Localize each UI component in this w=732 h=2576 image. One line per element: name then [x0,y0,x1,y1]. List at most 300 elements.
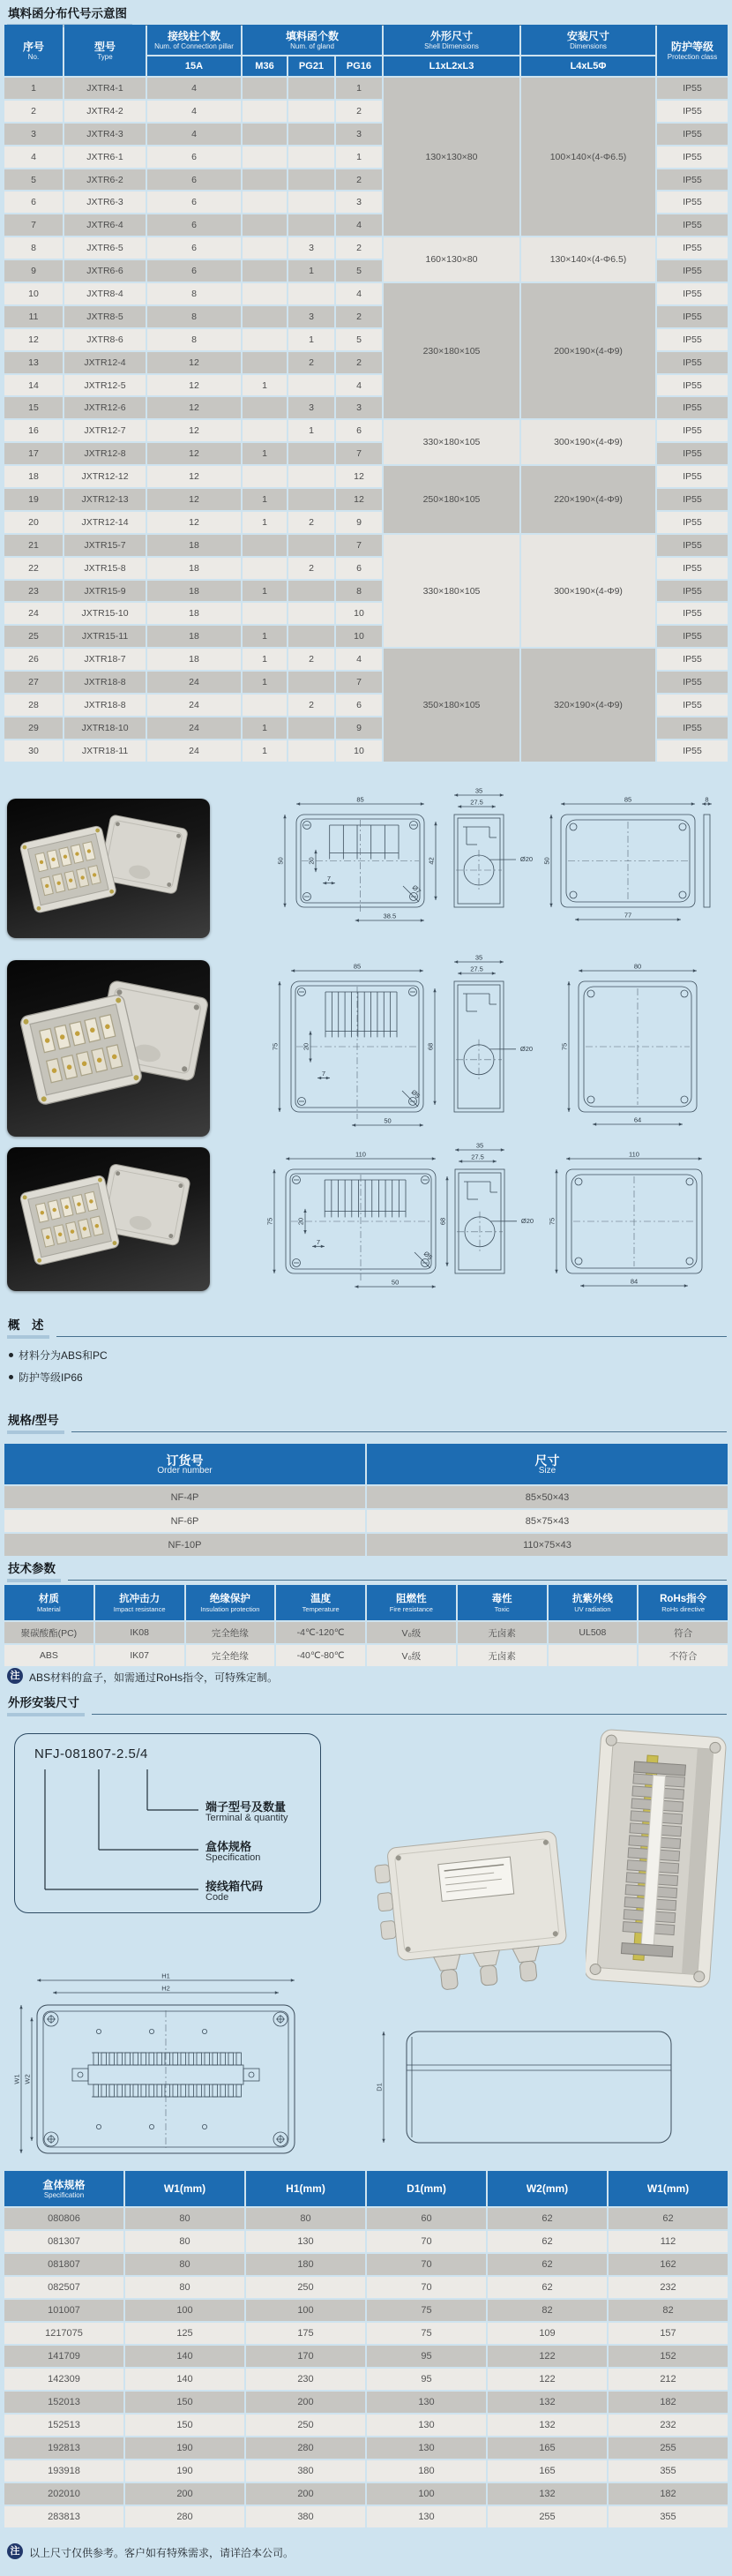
tech-value: V₀级 [367,1622,456,1643]
svg-text:75: 75 [265,1217,274,1226]
tech-value: 完全绝缘 [186,1622,275,1643]
header-type-zh: 型号 [93,40,116,53]
rule [68,1580,727,1581]
size-row [4,2392,728,2413]
open-box-photo [586,1717,728,1998]
protection-class: IP55 [657,237,728,259]
size-row [4,2231,728,2252]
gland-pg16: 7 [336,443,382,464]
svg-text:68: 68 [426,1042,435,1051]
subheader-m36: M36 [243,56,287,76]
bullet-dot-icon [9,1353,13,1357]
dim-value: 100 [246,2300,365,2321]
legend-code-zh: 接线箱代码 [205,1880,264,1893]
row-no: 12 [4,329,63,350]
svg-text:80: 80 [633,962,642,971]
dim-value: 380 [246,2506,365,2527]
order-row [4,1486,728,1508]
svg-text:64: 64 [633,1115,642,1124]
size-row [4,2415,728,2436]
protection-class: IP55 [657,512,728,533]
rule [71,1431,727,1432]
pillar-15a: 18 [147,626,241,647]
protection-class: IP55 [657,78,728,99]
legend-spec-zh: 盒体规格 [205,1840,252,1853]
row-no: 3 [4,124,63,145]
legend-terminal-en: Terminal & quantity [205,1813,288,1823]
pillar-15a: 8 [147,306,241,327]
gland-m36 [243,329,287,350]
gland-pg16: 12 [336,489,382,510]
size-row [4,2437,728,2459]
gland-pg16: 8 [336,581,382,602]
gland-pg21 [288,146,334,168]
model-code: JXTR4-2 [64,101,146,122]
mounting-dimensions: 320×190×(4-Φ9) [521,649,655,761]
dim-value: 180 [246,2254,365,2275]
size-value: 85×50×43 [367,1486,728,1508]
gland-pg21: 3 [288,237,334,259]
pillar-15a: 12 [147,375,241,396]
header-shell-zh: 外形尺寸 [429,29,473,42]
dim-value: 165 [488,2460,607,2482]
gland-pg21: 2 [288,352,334,373]
section-title-gland-layout: 填料函分布代号示意图 [7,4,132,27]
header-prot-zh: 防护等级 [670,40,713,53]
tech-params-table [3,1583,729,1668]
model-code: JXTR12-8 [64,443,146,464]
row-no: 13 [4,352,63,373]
dim-value: 70 [367,2254,486,2275]
gland-m36 [243,192,287,213]
model-code: JXTR15-8 [64,558,146,579]
protection-class: IP55 [657,466,728,487]
gland-pg16: 4 [336,649,382,670]
row-no: 30 [4,740,63,762]
row-no: 20 [4,512,63,533]
tech-value: 不符合 [639,1645,728,1666]
pillar-15a: 8 [147,283,241,304]
section-spec-model [7,1410,727,1434]
dim-value: 182 [609,2392,728,2413]
model-code: JXTR6-2 [64,169,146,191]
header-no-zh: 序号 [22,40,44,53]
subheader-pg21: PG21 [288,56,334,76]
svg-text:W2: W2 [23,2074,32,2084]
dim-value: 170 [246,2346,365,2367]
tech-col-header: 抗冲击力 Impact resistance [95,1585,184,1620]
model-code: JXTR6-4 [64,214,146,236]
gland-pg16: 7 [336,535,382,556]
overview-bullet-protection [9,1370,83,1385]
box-spec-code: 141709 [4,2346,123,2367]
dim-value: 157 [609,2323,728,2344]
pillar-15a: 12 [147,420,241,441]
shell-dimensions: 330×180×105 [384,420,519,464]
gland-m36 [243,237,287,259]
gland-m36: 1 [243,443,287,464]
gland-pg21 [288,214,334,236]
model-code: NFJ-081807-2.5/4 [34,1746,148,1761]
model-code: JXTR4-1 [64,78,146,99]
row-no: 22 [4,558,63,579]
box-spec-code: 1217075 [4,2323,123,2344]
legend-leader-lines [15,1734,320,1912]
protection-class: IP55 [657,124,728,145]
abs-rohs-note [7,1668,278,1685]
box-spec-code: 142309 [4,2369,123,2390]
dim-value: 60 [367,2208,486,2229]
svg-text:27.5: 27.5 [471,1153,484,1161]
model-code: JXTR12-5 [64,375,146,396]
dim-value: 62 [488,2231,607,2252]
box-spec-code: 193918 [4,2460,123,2482]
row-no: 18 [4,466,63,487]
header-type-en: Type [97,52,113,61]
gland-pg21 [288,626,334,647]
dim-value: 109 [488,2323,607,2344]
svg-text:35: 35 [475,1141,484,1150]
tech-value: V₀级 [367,1645,456,1666]
dim-value: 122 [488,2369,607,2390]
header-pillar-en: Num. of Connection pillar [154,41,234,50]
size-col-header: W1(mm) [125,2171,244,2206]
gland-m36 [243,283,287,304]
size-col-header-spec: 盒体规格 Specification [4,2171,123,2206]
header-order-zh: 订货号 [166,1453,204,1468]
note-badge: 注 [7,2543,23,2559]
gland-m36: 1 [243,489,287,510]
row-no: 7 [4,214,63,236]
model-code: JXTR12-6 [64,397,146,418]
gland-pg16: 5 [336,260,382,282]
col-header-gland [243,25,382,55]
protection-class: IP55 [657,192,728,213]
model-code: JXTR12-14 [64,512,146,533]
protection-class: IP55 [657,306,728,327]
dim-value: 62 [488,2254,607,2275]
gland-pg16: 2 [336,169,382,191]
gland-m36 [243,420,287,441]
mounting-dimensions: 300×190×(4-Φ9) [521,420,655,464]
dim-value: 70 [367,2277,486,2298]
model-table-row [4,649,728,670]
gland-pg16: 2 [336,352,382,373]
pillar-15a: 6 [147,214,241,236]
order-number-table [3,1442,729,1558]
shell-dimensions: 160×130×80 [384,237,519,282]
gland-m36 [243,169,287,191]
size-row [4,2277,728,2298]
model-code: JXTR15-7 [64,535,146,556]
overview-bullet-material [9,1348,108,1363]
gland-pg16: 2 [336,101,382,122]
shell-dimensions: 330×180×105 [384,535,519,647]
box-spec-code: 192813 [4,2437,123,2459]
pillar-15a: 4 [147,78,241,99]
pillar-15a: 24 [147,695,241,716]
svg-text:Ø5: Ø5 [422,1250,435,1262]
size-col-header: H1(mm) [246,2171,365,2206]
gland-pg16: 10 [336,740,382,762]
pillar-15a: 24 [147,672,241,693]
size-row [4,2254,728,2275]
row-no: 16 [4,420,63,441]
row-no: 24 [4,603,63,624]
row-no: 1 [4,78,63,99]
svg-text:7: 7 [316,1237,321,1246]
dim-value: 250 [246,2415,365,2436]
dim-value: 152 [609,2346,728,2367]
model-code: JXTR18-8 [64,695,146,716]
box-spec-code: 080806 [4,2208,123,2229]
model-code: JXTR15-9 [64,581,146,602]
svg-text:20: 20 [307,857,316,865]
dim-value: 175 [246,2323,365,2344]
svg-text:7: 7 [326,875,332,883]
technical-drawing-nf6p [228,953,728,1138]
col-header-order-number [4,1444,365,1484]
gland-pg16: 10 [336,626,382,647]
gland-m36 [243,214,287,236]
dim-value: 200 [246,2392,365,2413]
dim-value: 75 [367,2300,486,2321]
pillar-15a: 12 [147,443,241,464]
dim-value: 140 [125,2369,244,2390]
size-col-header: W1(mm) [609,2171,728,2206]
gland-pg21: 1 [288,420,334,441]
svg-text:50: 50 [391,1278,400,1287]
box-spec-code: 202010 [4,2483,123,2505]
tech-value: -40℃-80℃ [276,1645,365,1666]
protection-class: IP55 [657,260,728,282]
pillar-15a: 12 [147,352,241,373]
gland-m36 [243,260,287,282]
svg-text:85: 85 [624,795,632,804]
bullet-text: 材料分为ABS和PC [19,1349,108,1362]
model-code: JXTR4-3 [64,124,146,145]
dim-value: 130 [367,2415,486,2436]
order-number: NF-4P [4,1486,365,1508]
gland-pg16: 9 [336,717,382,739]
dim-value: 182 [609,2483,728,2505]
box-spec-code: 101007 [4,2300,123,2321]
tech-value: 聚碳酸酯(PC) [4,1622,93,1643]
svg-text:W1: W1 [12,2074,21,2084]
mounting-dimensions: 220×190×(4-Φ9) [521,466,655,533]
mounting-dimensions: 300×190×(4-Φ9) [521,535,655,647]
model-code: JXTR15-11 [64,626,146,647]
protection-class: IP55 [657,695,728,716]
pillar-15a: 6 [147,192,241,213]
dim-value: 130 [367,2506,486,2527]
tech-col-header: 毒性 Toxic [458,1585,547,1620]
dim-value: 230 [246,2369,365,2390]
svg-text:85: 85 [356,795,364,804]
gland-m36 [243,352,287,373]
pillar-15a: 4 [147,101,241,122]
box-spec-code: 152513 [4,2415,123,2436]
subheader-15a: 15A [147,56,241,76]
tech-value: 无卤素 [458,1622,547,1643]
row-no: 8 [4,237,63,259]
protection-class: IP55 [657,420,728,441]
shell-dimensions: 130×130×80 [384,78,519,236]
pillar-15a: 12 [147,489,241,510]
order-row [4,1510,728,1532]
model-code: JXTR12-7 [64,420,146,441]
svg-text:75: 75 [560,1042,569,1051]
pillar-15a: 4 [147,124,241,145]
dim-value: 130 [367,2392,486,2413]
svg-text:20: 20 [296,1217,305,1226]
box-spec-code: 152013 [4,2392,123,2413]
dim-value: 62 [488,2208,607,2229]
model-table-row [4,420,728,441]
svg-text:110: 110 [355,1150,366,1159]
protection-class: IP55 [657,375,728,396]
model-code: JXTR18-8 [64,672,146,693]
size-value: 110×75×43 [367,1534,728,1556]
pillar-15a: 18 [147,603,241,624]
pillar-15a: 12 [147,466,241,487]
dim-value: 232 [609,2415,728,2436]
mounting-dimensions: 200×190×(4-Φ9) [521,283,655,418]
gland-m36: 1 [243,672,287,693]
col-header-mount [521,25,655,55]
row-no: 23 [4,581,63,602]
row-no: 2 [4,101,63,122]
gland-m36: 1 [243,375,287,396]
protection-class: IP55 [657,581,728,602]
svg-text:35: 35 [474,788,483,795]
gland-pg21 [288,581,334,602]
model-code: JXTR6-6 [64,260,146,282]
legend-spec-en: Specification [205,1852,261,1863]
section-mounting-dims [7,1693,727,1716]
dim-value: 132 [488,2392,607,2413]
gland-pg16: 7 [336,672,382,693]
gland-m36 [243,124,287,145]
product-photo-nf4p [7,799,210,938]
model-code: JXTR8-4 [64,283,146,304]
dim-value: 140 [125,2346,244,2367]
mounting-dimensions: 130×140×(4-Φ6.5) [521,237,655,282]
row-no: 26 [4,649,63,670]
pillar-15a: 24 [147,740,241,762]
header-prot-en: Protection class [667,52,718,61]
pillar-15a: 24 [147,717,241,739]
gland-pg21 [288,466,334,487]
protection-class: IP55 [657,740,728,762]
row-no: 14 [4,375,63,396]
dim-value: 250 [246,2277,365,2298]
dim-value: 200 [125,2483,244,2505]
dim-value: 75 [367,2323,486,2344]
row-no: 19 [4,489,63,510]
svg-text:H2: H2 [161,1984,170,1993]
gland-pg16: 3 [336,192,382,213]
gland-pg16: 3 [336,124,382,145]
header-no-en: No. [27,52,40,61]
gland-pg21: 3 [288,397,334,418]
pillar-15a: 18 [147,649,241,670]
gland-m36 [243,695,287,716]
svg-text:68: 68 [438,1217,447,1226]
dim-value: 70 [367,2231,486,2252]
svg-text:27.5: 27.5 [470,798,483,807]
size-row [4,2300,728,2321]
pillar-15a: 8 [147,329,241,350]
dim-value: 162 [609,2254,728,2275]
dim-value: 125 [125,2323,244,2344]
gland-pg16: 9 [336,512,382,533]
gland-m36 [243,466,287,487]
dim-value: 212 [609,2369,728,2390]
tech-value: UL508 [549,1622,638,1643]
gland-m36 [243,558,287,579]
section-overview [7,1315,727,1339]
dim-value: 355 [609,2506,728,2527]
protection-class: IP55 [657,649,728,670]
model-table-row [4,466,728,487]
gland-pg16: 6 [336,695,382,716]
dim-value: 100 [367,2483,486,2505]
svg-text:42: 42 [427,857,436,865]
col-header-pillar [147,25,241,55]
svg-text:85: 85 [353,962,362,971]
gland-pg21 [288,443,334,464]
pillar-15a: 12 [147,397,241,418]
protection-class: IP55 [657,535,728,556]
tech-value: IK08 [95,1622,184,1643]
col-header-size [367,1444,728,1484]
gland-pg21: 2 [288,649,334,670]
box-spec-code: 081307 [4,2231,123,2252]
size-value: 85×75×43 [367,1510,728,1532]
section-title-spec: 规格/型号 [7,1410,64,1434]
dim-value: 80 [125,2208,244,2229]
dim-value: 62 [488,2277,607,2298]
pillar-15a: 18 [147,535,241,556]
size-row [4,2369,728,2390]
svg-text:50: 50 [542,857,551,865]
pillar-15a: 6 [147,146,241,168]
box-spec-code: 081807 [4,2254,123,2275]
gland-pg21: 2 [288,512,334,533]
svg-text:75: 75 [548,1217,556,1226]
svg-text:35: 35 [474,953,483,962]
header-size-zh: 尺寸 [534,1453,560,1468]
model-code: JXTR6-3 [64,192,146,213]
dim-value: 180 [367,2460,486,2482]
tech-col-header: 绝缘保护 Insulation protection [186,1585,275,1620]
gland-pg21 [288,101,334,122]
dim-value: 130 [367,2437,486,2459]
model-code: JXTR8-5 [64,306,146,327]
row-no: 6 [4,192,63,213]
gland-m36 [243,397,287,418]
model-table-row [4,237,728,259]
svg-text:7: 7 [321,1070,326,1078]
box-size-table [3,2169,729,2529]
protection-class: IP55 [657,146,728,168]
gland-pg16: 6 [336,558,382,579]
model-code: JXTR12-13 [64,489,146,510]
pillar-15a: 12 [147,512,241,533]
model-code: JXTR15-10 [64,603,146,624]
gland-m36: 1 [243,649,287,670]
